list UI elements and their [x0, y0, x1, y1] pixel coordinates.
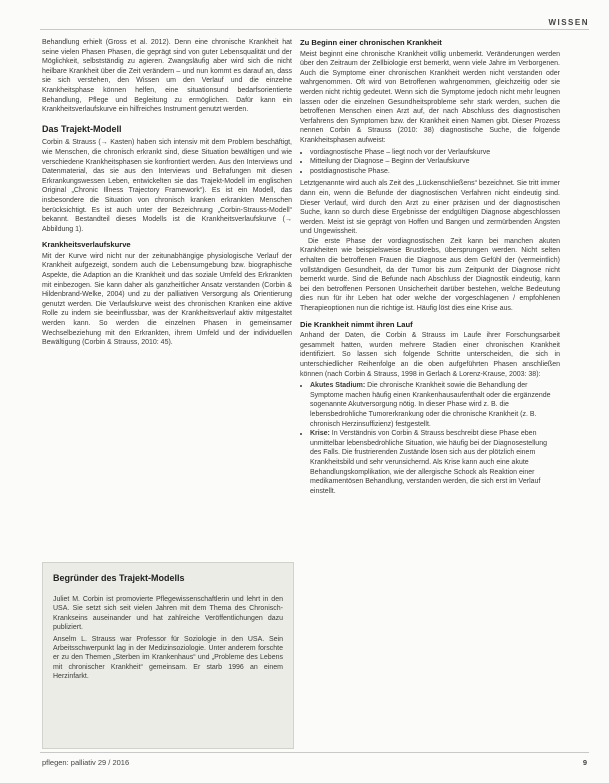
box-strauss-paragraph: Anselm L. Strauss war Professor für Soziologie in den USA. Sein Arbeitsschwerpunkt lag in der Medizinsoziologie. Unter anderem forschte er zu den Themen „Sterben im Krankenhaus“ und „Probleme des Lebens mit chronischer Krankheit“ gemeinsam. Er starb 1996 an einem Herzinfarkt. — [53, 635, 283, 681]
section-label: WISSEN — [548, 18, 589, 27]
verlauf-paragraph: Anhand der Daten, die Corbin & Strauss im Laufe ihrer Forschungsarbeit gesammelt hatten, wurden mehrere Stadien einer chronischen Krankheit identifiziert. So lassen sich folgende Schritte unterscheiden, die sich in unterschiedlicher Reihenfolge an die oben aufgeführten Phasen anschließen können (nach Corbin & Strauss, 1998 in Gerlach & Lorenz-Krause, 2003: 38): — [300, 332, 560, 378]
header-divider — [40, 29, 589, 30]
page-number: 9 — [582, 758, 587, 767]
list-item: • postdiagnostische Phase. — [310, 167, 560, 177]
heading-beginn: Zu Beginn einer chronischen Krankheit — [300, 38, 442, 47]
box-title: Begründer des Trajekt-Modells — [53, 573, 185, 583]
intro-paragraph: Behandlung erhielt (Gross et al. 2012). Denn eine chronische Krankheit hat seine vielen Phasen Phasen, die geprägt sind von guter Lebensqualität und der Möglichkeit, selbstständig zu agieren. Zwangsläufig aber wird sich die nicht heilbare Krankheit über die Zeit verändern – und nun kommt es darauf an, dass sie sich verstehen, den Wissen um den Verlauf und die einzelne Krankheitsphase können helfen, eine situationsund bedarfsorientierte Behandlung, Pflege und Begleitung zu ermöglichen. Dafür kann ein Krankheitsverlaufskurve ein hilfreiches Instrument genutzt werden. — [42, 39, 292, 114]
vordiagnostisch-paragraph: Die erste Phase der vordiagnostischen Zeit kann bei manchen akuten Krankheiten wie beispielsweise Brustkrebs, übersprungen werden. Nicht selten erhalten die betroffenen Frauen die Diagnose aus dem Gefühl der (vermeintlich) vollständigen Gesundheit, da der Tumor bis zum Zeitpunkt der Diagnose nicht bemerkt wurde. Sind die Befunde nach Abschluss der Diagnostik eindeutig, kann bei den betroffenen Personen Unsicherheit darüber bestehen, welche Bedeutung dies nun für ihr Leben hat oder welche der vorgeschlagenen / empfohlenen Therapieoptionen nun die richtige ist. Häufig löst dies eine Krise aus. — [300, 237, 560, 313]
trajekt-paragraph: Corbin & Strauss (→ Kasten) haben sich intensiv mit dem Problem beschäftigt, wie Menschen, die chronisch erkrankt sind, diese Situation bewältigen und wie verschiedene Krankheitsphasen sie konfrontiert werden. Aus den Interviews und Datenmaterial, das sie aus den Interviews und Befrafungen mit diesen Erkrankungswessen Leben, entwickelten sie das Trajekt-Modell im englischen Original „Chronic Illness Trajectory Framework“). Es ist ein Modell, das insbesondere die Situation von chronisch kranken erkrankten Menschen berücksichtigt. Es ist auch unter der Bezeichnung „Corbin-Strauss-Modell“ bekannt. Bestandteil dieses Modells ist die Krankheitsverlaufskurve (→ Abbildung 1). — [42, 139, 292, 233]
list-item: • Mitteilung der Diagnose – Beginn der Verlaufskurve — [310, 157, 560, 167]
list-item — [310, 381, 560, 429]
founders-info-box — [42, 562, 294, 749]
left-column — [42, 38, 292, 348]
heading-verlauf: Die Krankheit nimmt ihren Lauf — [300, 319, 413, 329]
list-item — [310, 429, 560, 496]
lueckenschliessen-paragraph: Letztgenannte wird auch als Zeit des „Lückenschließens“ bezeichnet. Sie tritt immer dann ein, wenn die Befunde der diagnostischen Verfahren nicht eindeutig sind. Dieser Verlauf, wird durch den Arzt zu einer präzisen und der diagnostischen Suche, kann so durch diese Ergebnisse der endgültigen Diagnose abgeschlossen werden. Meist ist sie geprägt von Hoffen und Bangen und zermürbenden Ängsten und Ungewissheit. — [300, 180, 560, 236]
heading-verlaufskurve: Krankheitsverlaufskurve — [42, 240, 131, 250]
journal-name: pflegen: palliativ 29 / 2016 — [42, 758, 130, 767]
stage-text: In Verständnis von Corbin & Strauss beschreibt diese Phase eben unmittelbar lebensbedrohliche Situation, wie häufig bei der Diagnosestellung des Falls. Die frustrierenden Zustände lösen sich aus der plötzlich einem Krankheitsbild und sehr verunsichernd. Als Krise kann auch eine akute Behandlungskomplikation, wie der allergische Schock als Reaktion einer medikamentösen Behandlung, verstanden werden, die sich erst im Verlauf einstellt. — [310, 430, 547, 495]
stage-text: Die chronische Krankheit sowie die Behandlung der Symptome machen häufig einen Krankenhausaufenthalt oder die ergänzende sogenannte Akutversorgung nötig. In dieser Phase wird z. B. die lebensbedrohliche Tumorerkrankung oder die chronische Krankheit (z. B. chronisch Herzinsuffizienz) festgestellt. — [310, 382, 551, 428]
stage-list — [300, 381, 560, 496]
stage-term: Akutes Stadium: — [310, 382, 366, 390]
verlaufskurve-paragraph: Mit der Kurve wird nicht nur der zeitunabhängige physiologische Verlauf der Krankheit aufgezeigt, sondern auch die Lebensumgebung bzw. biographische Aspekte, die Adaption an die Krankheit und das soziale Umfeld des Erkrankten mit einbezogen. Sie kann daher als ganzheitlicher Ansatz verstanden (Corbin & Hildenbrand-Welke, 2004) und zu der palliativen Versorgung als Orientierung genutzt werden. Die Verlaufskurve weist des chronischen Kranken eine aktive Rolle zu indem sie beeinflussbar, was der Krankheitsverlauf aktiv mitgestaltet werden kann. So werden die einzelnen Phasen in gemeinsamer Wechselbeziehung mit den Erkrankten, ihrem Umfeld und der individuellen Bewältigung (Corbin & Strauss, 2010: 45). — [42, 252, 292, 347]
box-corbin-paragraph: Juliet M. Corbin ist promovierte Pflegewissenschaftlerin und lehrt in den USA. Sie setzt sich seit vielen Jahren mit dem Thema des Chronisch-Krankseins auseinander und hat zahlreiche Veröffentlichungen dazu publiziert. — [53, 596, 283, 632]
right-column — [300, 38, 560, 499]
phase-list — [300, 148, 560, 177]
beginn-paragraph: Meist beginnt eine chronische Krankheit völlig unbemerkt. Veränderungen werden über den Zeitraum der Zellbiologie erst bemerkt, wenn viele Jahre im Verborgenen. Auch die Symptome einer chronischen Krankheit werden nicht verstanden oder wahrgenommen. Oft wird von Betroffenen wahrgenommen, gleichzeitig oder sie werden nicht richtig gedeutet. Wenn sich die Symptome jedoch nicht mehr leugnen lassen oder die einzelnen Gesundheitsprobleme sehr stark werden, suchen die betroffenen Menschen einen Arzt auf, der nach Abschluss des diagnostischen Verfahrens den Symptomen bzw. der Krankheit einen Namen gibt. Dieser Prozess nennen Corbin & Strauss (2010: 38) diagnostische Suche, die folgende Krankheitsphasen aufweist: — [300, 50, 560, 144]
list-item: • vordiagnostische Phase – liegt noch vor der Verlaufskurve — [310, 148, 560, 158]
footer-divider — [40, 752, 589, 753]
stage-term: Krise: — [310, 430, 330, 438]
heading-trajekt-modell: Das Trajekt-Modell — [42, 123, 122, 134]
